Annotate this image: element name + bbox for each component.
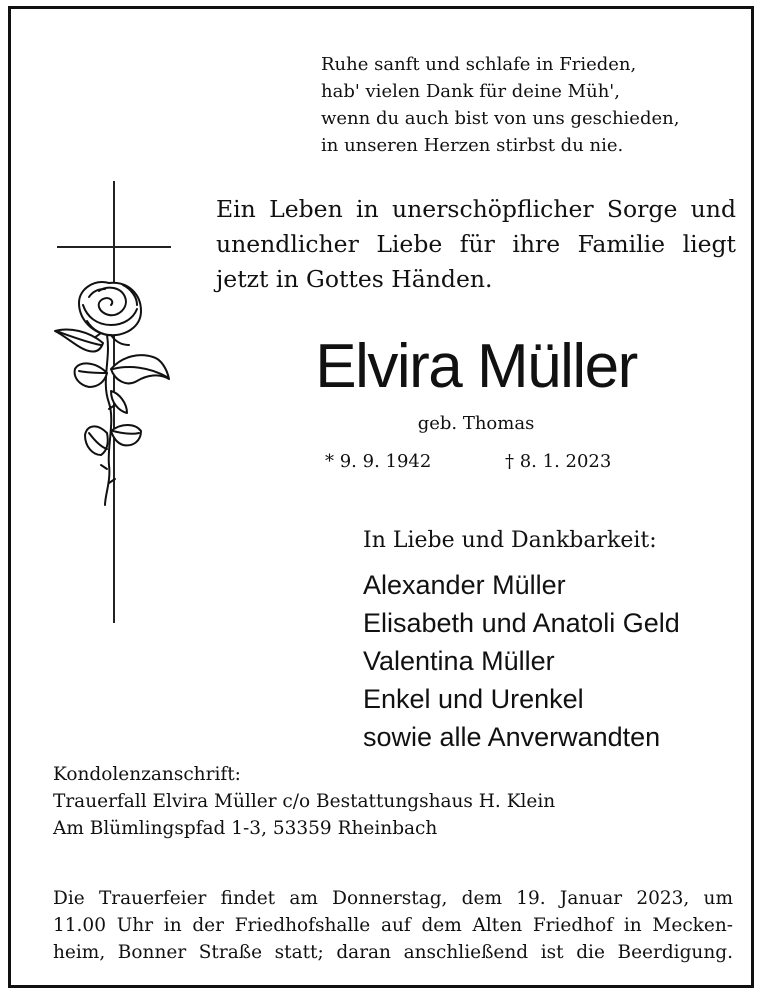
poem-line: wenn du auch bist von uns geschieden, [321,108,680,129]
birth-date: * 9. 9. 1942 [325,451,432,472]
funeral-info [53,885,733,966]
cross-bar [57,246,171,248]
intro-line: jetzt in Gottes Händen. [216,265,493,293]
family-member: sowie alle Anverwandten [363,722,661,752]
family-member: Elisabeth und Anatoli Geld [363,608,680,638]
family-member: Valentina Müller [363,646,555,676]
intro-text [216,192,736,297]
poem [321,51,761,159]
condolence-line: Am Blümlingspfad 1-3, 53359 Rheinbach [53,818,438,839]
funeral-line: heim, Bonner Straße statt; daran anschließend ist die Beerdigung. [53,942,733,963]
poem-line: in unseren Herzen stirbst du nie. [321,135,624,156]
poem-line: Ruhe sanft und schlafe in Frieden, [321,54,637,75]
funeral-line: Die Trauerfeier findet am Donnerstag, dem 19. Januar 2023, um [53,888,733,909]
rose-icon [49,269,175,509]
condolence-line: Trauerfall Elvira Müller c/o Bestattungshaus H. Klein [53,791,556,812]
intro-line: unendlicher Liebe für ihre Familie liegt [216,230,736,258]
family-list [363,566,753,756]
family-intro: In Liebe und Dankbarkeit: [363,528,657,553]
death-date: † 8. 1. 2023 [505,451,612,472]
funeral-line: 11.00 Uhr in der Friedhofshalle auf dem Alten Friedhof in Mecken- [53,915,733,936]
deceased-name: Elvira Müller [315,332,637,401]
born-name: geb. Thomas [417,413,535,434]
condolence-address [53,761,743,842]
intro-line: Ein Leben in unerschöpflicher Sorge und [216,195,736,223]
notice-frame [8,6,754,988]
family-member: Alexander Müller [363,570,566,600]
condolence-label: Kondolenzanschrift: [53,764,241,785]
poem-line: hab' vielen Dank für deine Müh', [321,81,620,102]
family-member: Enkel und Urenkel [363,684,584,714]
